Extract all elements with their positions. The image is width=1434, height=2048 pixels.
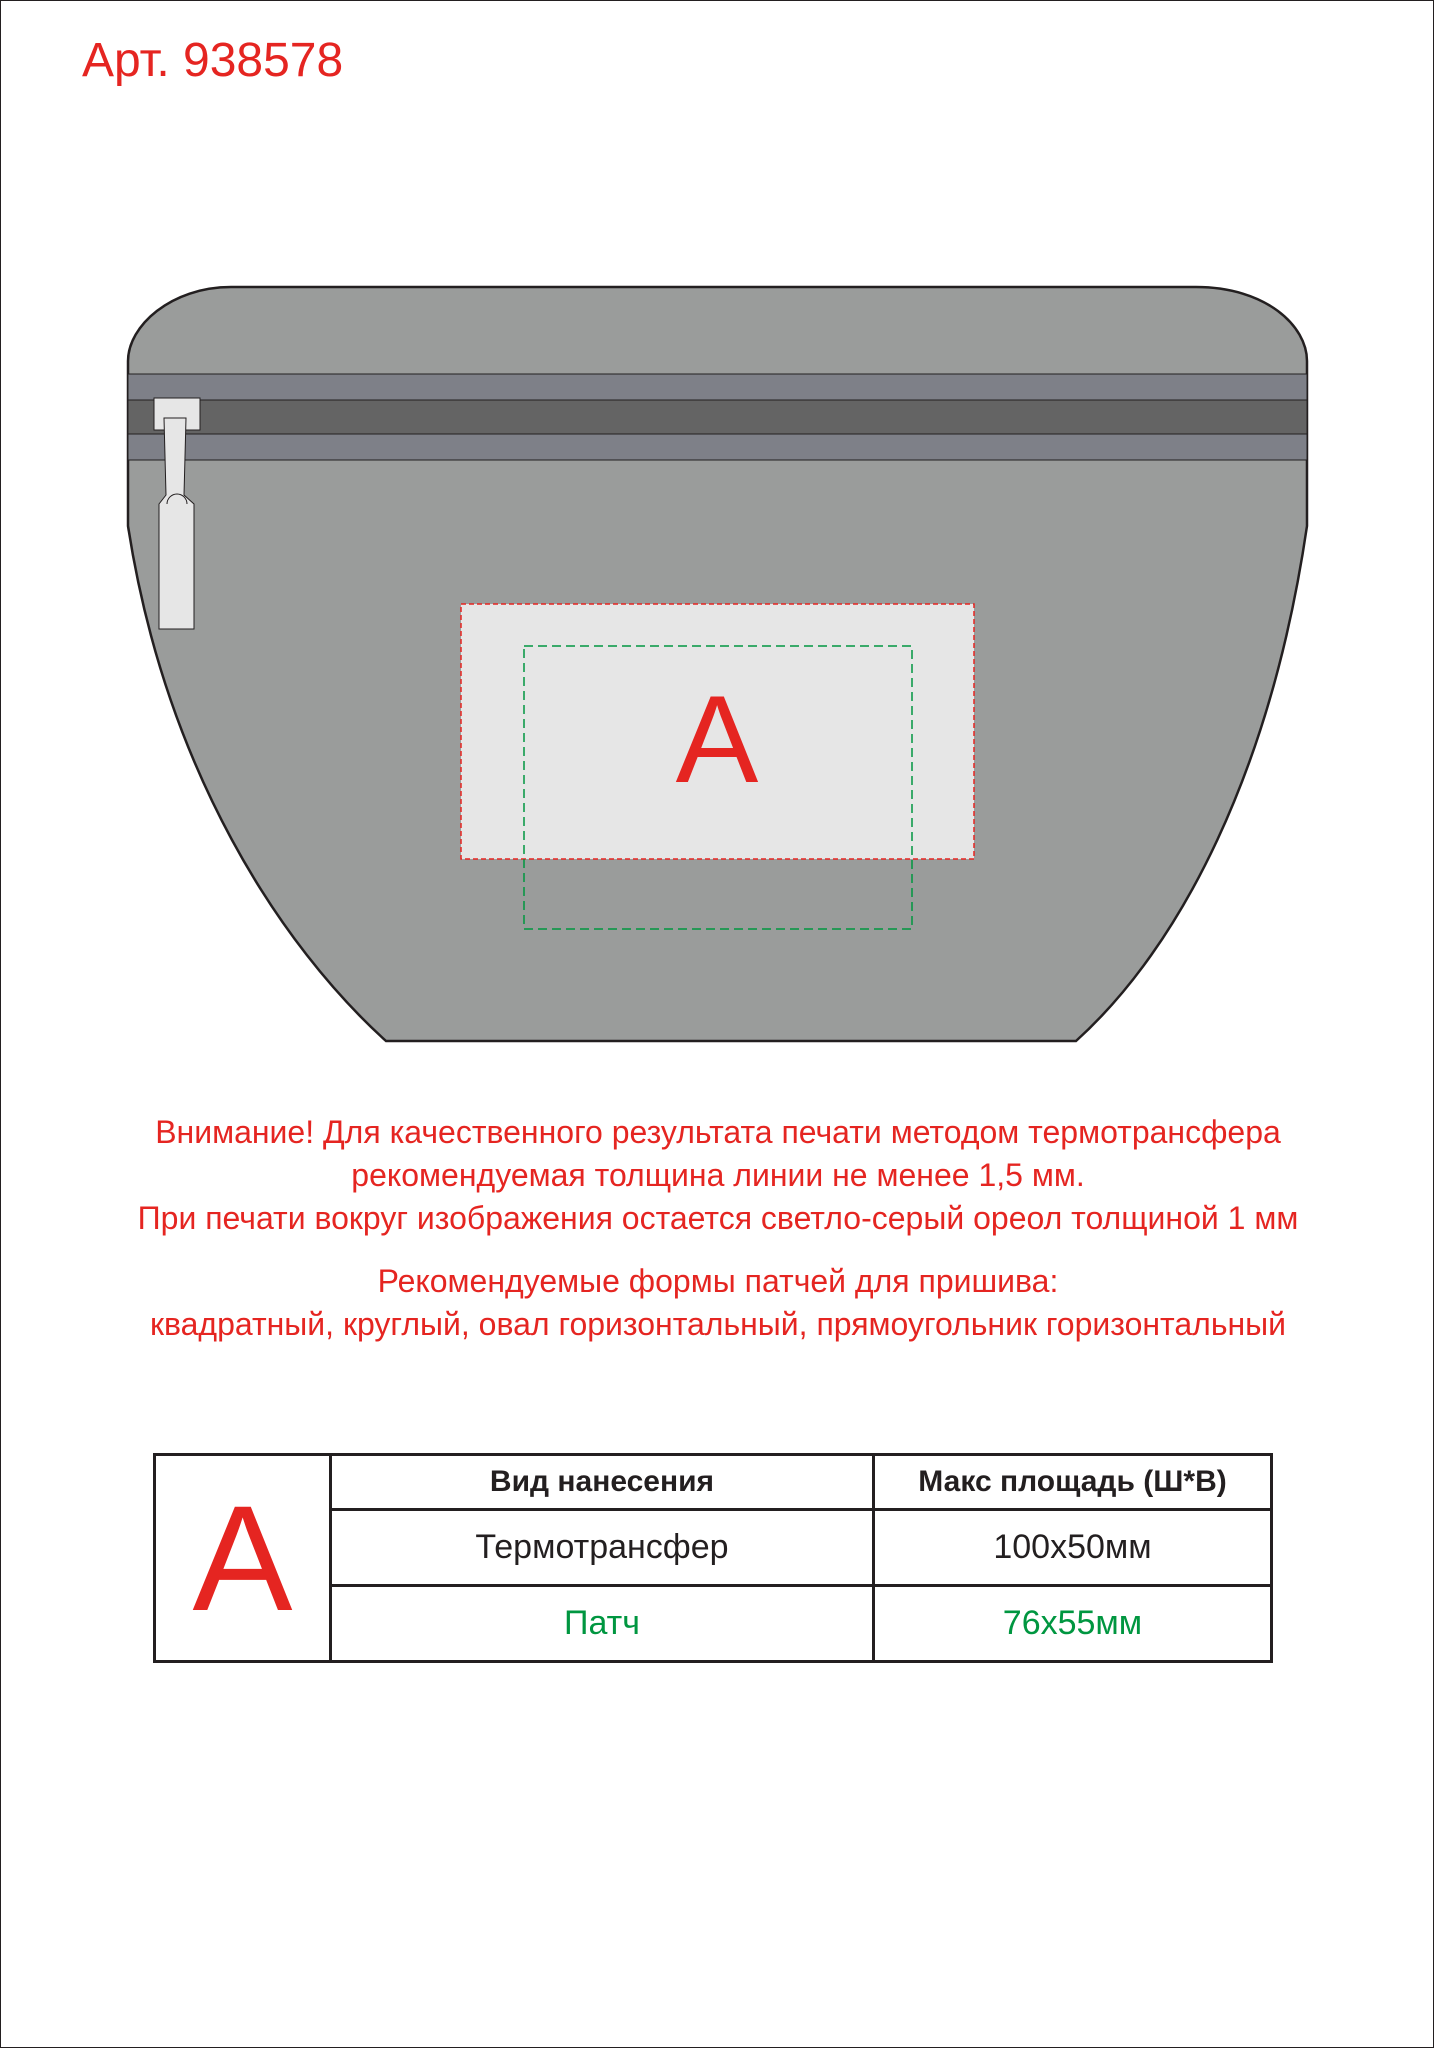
size-cell: 100x50мм	[874, 1510, 1272, 1586]
notice-line: При печати вокруг изображения остается светло-серый ореол толщиной 1 мм	[137, 1200, 1299, 1236]
header-method: Вид нанесения	[331, 1455, 874, 1510]
zipper-tape-bottom	[128, 434, 1307, 460]
method-cell: Термотрансфер	[331, 1510, 874, 1586]
zipper-teeth	[128, 400, 1307, 434]
application-table	[153, 1453, 1273, 1663]
article-number: Арт. 938578	[82, 34, 344, 87]
area-letter: A	[675, 671, 759, 809]
print-notice	[1, 1111, 1434, 1240]
patch-notice	[1, 1260, 1434, 1346]
notice-line: Рекомендуемые формы патчей для пришива:	[377, 1263, 1059, 1299]
notice-line: квадратный, круглый, овал горизонтальный, прямоугольник горизонтальный	[149, 1306, 1287, 1342]
method-cell: Патч	[331, 1586, 874, 1662]
size-cell: 76x55мм	[874, 1586, 1272, 1662]
zipper-tape-top	[128, 374, 1307, 400]
header-max-area: Макс площадь (Ш*В)	[874, 1455, 1272, 1510]
table-area-letter: A	[155, 1455, 331, 1662]
notice-line: Внимание! Для качественного результата печати методом термотрансфера	[155, 1114, 1281, 1150]
notice-line: рекомендуемая толщина линии не менее 1,5 мм.	[351, 1157, 1085, 1193]
bag-illustration	[1, 1, 1434, 1081]
